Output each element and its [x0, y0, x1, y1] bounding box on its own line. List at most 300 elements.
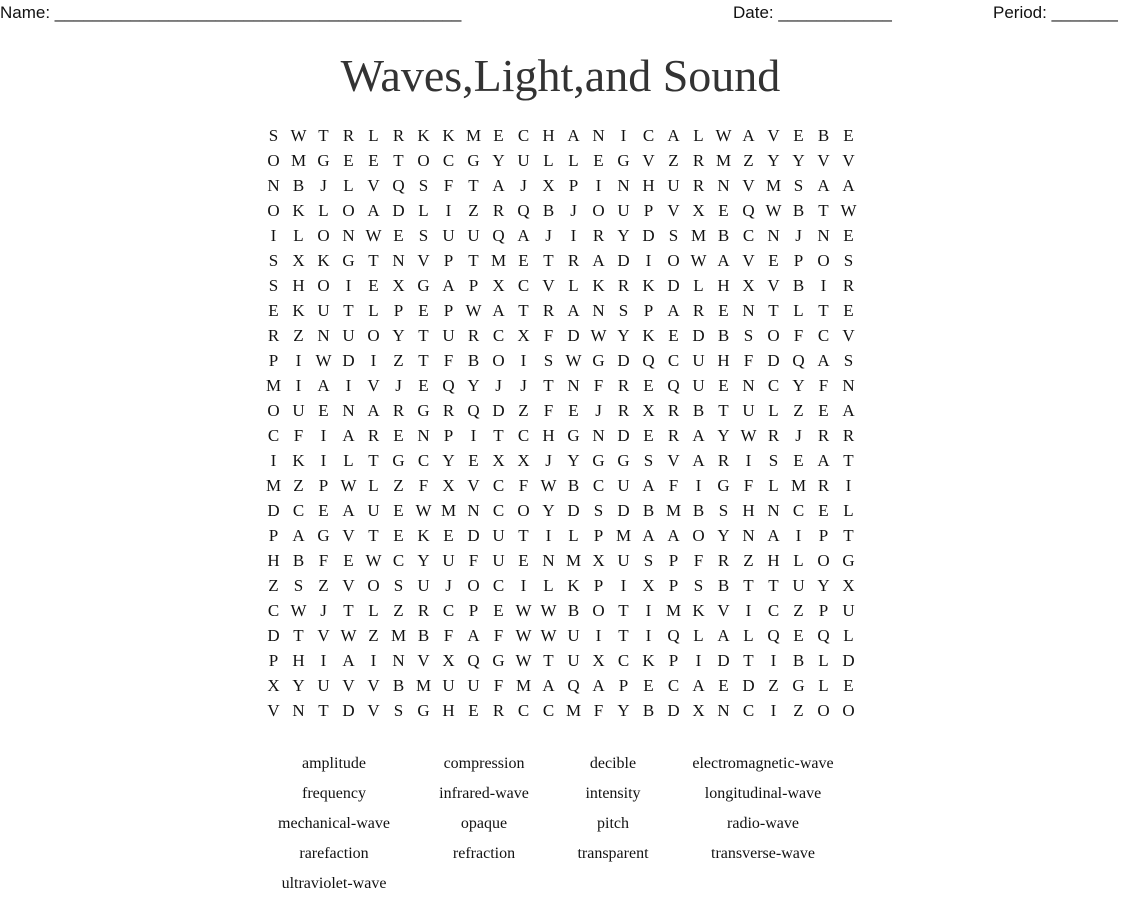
grid-letter: O: [817, 551, 830, 570]
grid-letter: P: [668, 551, 679, 570]
grid-letter: S: [618, 301, 629, 320]
grid-letter: V: [742, 251, 755, 270]
grid-letter: G: [717, 476, 730, 495]
grid-letter: W: [365, 226, 382, 245]
grid-letter: A: [842, 176, 855, 195]
grid-letter: E: [718, 676, 729, 695]
grid-letter: L: [743, 626, 754, 645]
grid-letter: Z: [743, 151, 754, 170]
grid-letter: X: [742, 276, 755, 295]
grid-letter: Z: [293, 476, 304, 495]
grid-letter: T: [768, 301, 779, 320]
grid-row: [261, 598, 861, 623]
grid-letter: L: [568, 276, 579, 295]
grid-letter: O: [317, 276, 330, 295]
grid-letter: Z: [268, 576, 279, 595]
grid-row: [261, 373, 861, 398]
grid-row: [261, 123, 861, 148]
grid-letter: M: [765, 176, 782, 195]
grid-letter: C: [267, 426, 280, 445]
grid-letter: L: [843, 626, 854, 645]
grid-letter: A: [692, 426, 705, 445]
grid-letter: C: [442, 601, 455, 620]
grid-letter: D: [617, 501, 630, 520]
grid-letter: S: [293, 576, 304, 595]
grid-letter: C: [767, 601, 780, 620]
grid-letter: L: [568, 151, 579, 170]
grid-letter: D: [492, 401, 505, 420]
grid-letter: J: [395, 376, 402, 395]
grid-letter: B: [292, 176, 305, 195]
grid-letter: M: [515, 676, 532, 695]
grid-letter: N: [267, 176, 280, 195]
grid-letter: M: [490, 251, 507, 270]
grid-letter: O: [267, 401, 280, 420]
grid-letter: L: [343, 176, 354, 195]
grid-letter: E: [843, 226, 854, 245]
grid-letter: G: [592, 351, 605, 370]
grid-letter: C: [492, 476, 505, 495]
grid-letter: U: [742, 401, 755, 420]
grid-letter: Q: [567, 676, 580, 695]
grid-letter: A: [667, 126, 680, 145]
grid-letter: G: [417, 701, 430, 720]
grid-letter: E: [393, 226, 404, 245]
grid-letter: E: [493, 601, 504, 620]
grid-letter: L: [793, 551, 804, 570]
grid-row: [261, 523, 861, 548]
grid-letter: S: [768, 451, 779, 470]
grid-letter: N: [317, 326, 330, 345]
grid-letter: A: [492, 301, 505, 320]
grid-letter: A: [367, 401, 380, 420]
grid-letter: D: [567, 326, 580, 345]
grid-letter: R: [417, 601, 430, 620]
grid-letter: C: [392, 551, 405, 570]
grid-letter: J: [520, 176, 527, 195]
grid-letter: R: [717, 551, 730, 570]
grid-letter: A: [467, 626, 480, 645]
grid-letter: J: [320, 601, 327, 620]
grid-letter: A: [642, 526, 655, 545]
grid-letter: X: [492, 451, 505, 470]
grid-letter: E: [318, 401, 329, 420]
grid-letter: E: [443, 526, 454, 545]
grid-letter: M: [615, 526, 632, 545]
grid-letter: M: [665, 601, 682, 620]
grid-letter: K: [292, 201, 305, 220]
grid-letter: Y: [542, 501, 555, 520]
grid-letter: A: [492, 176, 505, 195]
grid-letter: N: [817, 226, 830, 245]
grid-letter: E: [643, 676, 654, 695]
grid-letter: K: [642, 651, 655, 670]
grid-letter: Y: [617, 226, 630, 245]
grid-letter: M: [465, 126, 482, 145]
grid-letter: R: [617, 276, 630, 295]
grid-letter: E: [418, 376, 429, 395]
grid-letter: S: [693, 576, 704, 595]
grid-letter: A: [717, 626, 730, 645]
grid-letter: T: [293, 626, 304, 645]
grid-letter: Z: [793, 601, 804, 620]
grid-row: [261, 498, 861, 523]
grid-letter: M: [440, 501, 457, 520]
grid-letter: K: [292, 301, 305, 320]
grid-letter: B: [567, 476, 580, 495]
grid-letter: C: [667, 676, 680, 695]
grid-letter: E: [793, 126, 804, 145]
grid-letter: A: [342, 501, 355, 520]
grid-letter: E: [843, 676, 854, 695]
grid-letter: Y: [792, 376, 805, 395]
grid-letter: X: [517, 451, 530, 470]
grid-letter: I: [570, 226, 577, 245]
grid-letter: R: [692, 151, 705, 170]
grid-letter: D: [842, 651, 855, 670]
grid-letter: X: [692, 701, 705, 720]
grid-letter: T: [493, 426, 504, 445]
grid-letter: O: [517, 501, 530, 520]
grid-letter: O: [367, 576, 380, 595]
grid-letter: N: [417, 426, 430, 445]
grid-letter: D: [767, 351, 780, 370]
grid-letter: U: [317, 301, 330, 320]
grid-letter: T: [618, 626, 629, 645]
grid-letter: B: [692, 501, 705, 520]
grid-letter: D: [267, 626, 280, 645]
grid-letter: X: [442, 651, 455, 670]
grid-letter: U: [292, 401, 305, 420]
grid-letter: P: [268, 526, 279, 545]
grid-row: [261, 173, 861, 198]
grid-letter: I: [695, 476, 702, 495]
grid-letter: L: [543, 151, 554, 170]
grid-letter: F: [693, 551, 704, 570]
word-bank-item: longitudinal-wave: [704, 785, 822, 802]
period-field: Period: _______: [993, 3, 1118, 22]
grid-letter: V: [542, 276, 555, 295]
grid-letter: N: [592, 126, 605, 145]
grid-letter: Q: [742, 201, 755, 220]
grid-letter: C: [742, 701, 755, 720]
grid-letter: R: [617, 401, 630, 420]
grid-letter: H: [292, 276, 305, 295]
grid-letter: Y: [417, 551, 430, 570]
grid-letter: B: [717, 326, 730, 345]
grid-letter: F: [418, 476, 429, 495]
grid-letter: R: [442, 401, 455, 420]
grid-letter: T: [818, 301, 829, 320]
grid-letter: T: [368, 526, 379, 545]
grid-letter: Q: [667, 376, 680, 395]
grid-letter: B: [717, 226, 730, 245]
word-bank-item: pitch: [597, 815, 629, 832]
grid-letter: U: [417, 576, 430, 595]
grid-letter: R: [267, 326, 280, 345]
grid-letter: K: [442, 126, 455, 145]
grid-letter: W: [540, 476, 557, 495]
grid-letter: G: [592, 451, 605, 470]
grid-letter: Q: [442, 376, 455, 395]
grid-letter: X: [592, 551, 605, 570]
grid-letter: D: [667, 276, 680, 295]
grid-letter: G: [617, 451, 630, 470]
grid-letter: V: [342, 526, 355, 545]
grid-letter: S: [643, 451, 654, 470]
grid-letter: W: [465, 301, 482, 320]
grid-letter: R: [692, 301, 705, 320]
grid-letter: V: [467, 476, 480, 495]
grid-letter: G: [617, 151, 630, 170]
grid-letter: S: [743, 326, 754, 345]
grid-letter: A: [317, 376, 330, 395]
grid-letter: S: [843, 251, 854, 270]
grid-letter: O: [592, 201, 605, 220]
grid-letter: P: [668, 576, 679, 595]
grid-letter: I: [620, 126, 627, 145]
grid-letter: O: [817, 251, 830, 270]
grid-letter: L: [368, 601, 379, 620]
word-bank-item: intensity: [585, 785, 641, 802]
grid-letter: P: [793, 251, 804, 270]
grid-letter: Y: [392, 326, 405, 345]
grid-row: [261, 398, 861, 423]
grid-letter: B: [392, 676, 405, 695]
grid-letter: G: [492, 651, 505, 670]
grid-letter: H: [542, 126, 555, 145]
grid-letter: P: [268, 351, 279, 370]
grid-letter: Q: [667, 626, 680, 645]
grid-letter: B: [717, 576, 730, 595]
grid-letter: T: [843, 451, 854, 470]
grid-letter: E: [393, 501, 404, 520]
grid-letter: V: [817, 151, 830, 170]
grid-letter: X: [267, 676, 280, 695]
grid-row: [261, 198, 861, 223]
grid-row: [261, 323, 861, 348]
grid-letter: E: [718, 301, 729, 320]
grid-letter: S: [543, 351, 554, 370]
grid-letter: U: [567, 626, 580, 645]
grid-row: [261, 698, 861, 723]
grid-letter: D: [617, 426, 630, 445]
grid-letter: W: [690, 251, 707, 270]
grid-letter: V: [767, 276, 780, 295]
grid-letter: R: [467, 326, 480, 345]
grid-letter: T: [468, 176, 479, 195]
grid-letter: O: [817, 701, 830, 720]
grid-letter: T: [718, 401, 729, 420]
grid-letter: X: [292, 251, 305, 270]
grid-letter: A: [342, 426, 355, 445]
grid-letter: C: [617, 651, 630, 670]
grid-letter: D: [617, 251, 630, 270]
grid-letter: K: [592, 276, 605, 295]
grid-letter: L: [543, 576, 554, 595]
grid-letter: E: [593, 151, 604, 170]
grid-letter: W: [340, 626, 357, 645]
grid-letter: Y: [292, 676, 305, 695]
grid-letter: F: [493, 676, 504, 695]
grid-letter: M: [565, 551, 582, 570]
grid-letter: O: [342, 201, 355, 220]
grid-letter: P: [393, 301, 404, 320]
grid-letter: F: [443, 626, 454, 645]
grid-letter: S: [843, 351, 854, 370]
grid-letter: P: [818, 601, 829, 620]
grid-letter: D: [342, 351, 355, 370]
grid-letter: I: [745, 601, 752, 620]
grid-letter: E: [643, 376, 654, 395]
grid-letter: M: [290, 151, 307, 170]
grid-letter: I: [745, 451, 752, 470]
grid-letter: X: [692, 201, 705, 220]
grid-letter: L: [793, 301, 804, 320]
grid-letter: T: [318, 126, 329, 145]
grid-letter: K: [417, 526, 430, 545]
grid-letter: T: [343, 301, 354, 320]
grid-letter: T: [518, 526, 529, 545]
grid-letter: S: [593, 501, 604, 520]
grid-letter: I: [370, 351, 377, 370]
grid-letter: I: [795, 526, 802, 545]
grid-letter: Z: [793, 701, 804, 720]
grid-letter: E: [418, 301, 429, 320]
grid-letter: Z: [468, 201, 479, 220]
grid-letter: T: [843, 526, 854, 545]
grid-letter: P: [593, 576, 604, 595]
grid-letter: A: [692, 451, 705, 470]
grid-letter: T: [418, 351, 429, 370]
grid-letter: P: [468, 276, 479, 295]
grid-letter: N: [342, 401, 355, 420]
grid-letter: D: [467, 526, 480, 545]
grid-letter: H: [442, 701, 455, 720]
grid-letter: T: [743, 651, 754, 670]
grid-letter: A: [817, 451, 830, 470]
grid-letter: X: [517, 326, 530, 345]
grid-letter: C: [492, 501, 505, 520]
grid-letter: G: [342, 251, 355, 270]
grid-letter: R: [392, 401, 405, 420]
grid-letter: W: [565, 351, 582, 370]
grid-letter: N: [592, 426, 605, 445]
grid-letter: Y: [617, 701, 630, 720]
grid-letter: T: [518, 301, 529, 320]
word-bank-item: opaque: [460, 815, 508, 832]
grid-letter: H: [717, 351, 730, 370]
grid-letter: F: [468, 551, 479, 570]
grid-letter: E: [518, 551, 529, 570]
grid-letter: P: [818, 526, 829, 545]
grid-letter: W: [840, 201, 857, 220]
grid-letter: K: [642, 326, 655, 345]
word-bank-item: rarefaction: [299, 845, 369, 862]
grid-letter: E: [393, 426, 404, 445]
grid-letter: I: [645, 601, 652, 620]
grid-letter: E: [643, 426, 654, 445]
grid-letter: P: [593, 526, 604, 545]
grid-row: [261, 273, 861, 298]
grid-letter: N: [617, 176, 630, 195]
grid-letter: V: [267, 701, 280, 720]
grid-letter: W: [540, 601, 557, 620]
grid-letter: P: [443, 251, 454, 270]
grid-letter: L: [368, 126, 379, 145]
grid-letter: R: [817, 476, 830, 495]
grid-letter: A: [642, 476, 655, 495]
grid-letter: G: [467, 151, 480, 170]
grid-letter: U: [692, 376, 705, 395]
grid-letter: X: [392, 276, 405, 295]
grid-letter: A: [292, 526, 305, 545]
grid-letter: A: [592, 251, 605, 270]
grid-letter: F: [593, 701, 604, 720]
grid-letter: E: [843, 301, 854, 320]
grid-letter: O: [417, 151, 430, 170]
grid-letter: W: [590, 326, 607, 345]
grid-letter: B: [417, 626, 430, 645]
grid-letter: J: [520, 376, 527, 395]
grid-letter: F: [793, 326, 804, 345]
grid-letter: C: [517, 126, 530, 145]
grid-letter: C: [517, 276, 530, 295]
grid-letter: N: [592, 301, 605, 320]
grid-letter: N: [742, 301, 755, 320]
grid-letter: Q: [767, 626, 780, 645]
grid-letter: S: [793, 176, 804, 195]
grid-letter: V: [717, 601, 730, 620]
grid-letter: V: [842, 326, 855, 345]
grid-letter: E: [793, 451, 804, 470]
grid-letter: J: [445, 576, 452, 595]
grid-letter: A: [667, 526, 680, 545]
grid-row: [261, 448, 861, 473]
grid-letter: K: [292, 451, 305, 470]
grid-letter: A: [767, 526, 780, 545]
grid-letter: E: [718, 201, 729, 220]
grid-letter: D: [567, 501, 580, 520]
grid-letter: Y: [617, 326, 630, 345]
grid-letter: P: [643, 301, 654, 320]
grid-letter: I: [645, 251, 652, 270]
grid-letter: I: [645, 626, 652, 645]
grid-letter: P: [618, 676, 629, 695]
word-bank-item: refraction: [452, 845, 516, 862]
grid-letter: O: [467, 576, 480, 595]
grid-letter: T: [393, 151, 404, 170]
grid-letter: R: [842, 276, 855, 295]
grid-letter: N: [292, 701, 305, 720]
grid-letter: Z: [793, 401, 804, 420]
grid-letter: D: [267, 501, 280, 520]
grid-letter: F: [743, 351, 754, 370]
grid-letter: W: [340, 476, 357, 495]
grid-letter: B: [642, 501, 655, 520]
grid-letter: U: [567, 651, 580, 670]
grid-letter: G: [417, 276, 430, 295]
word-bank-item: electromagnetic-wave: [692, 755, 834, 772]
grid-letter: A: [742, 126, 755, 145]
grid-letter: C: [492, 326, 505, 345]
grid-letter: W: [515, 651, 532, 670]
grid-letter: A: [592, 676, 605, 695]
grid-letter: S: [668, 226, 679, 245]
grid-letter: W: [290, 601, 307, 620]
grid-letter: L: [343, 451, 354, 470]
grid-letter: V: [642, 151, 655, 170]
